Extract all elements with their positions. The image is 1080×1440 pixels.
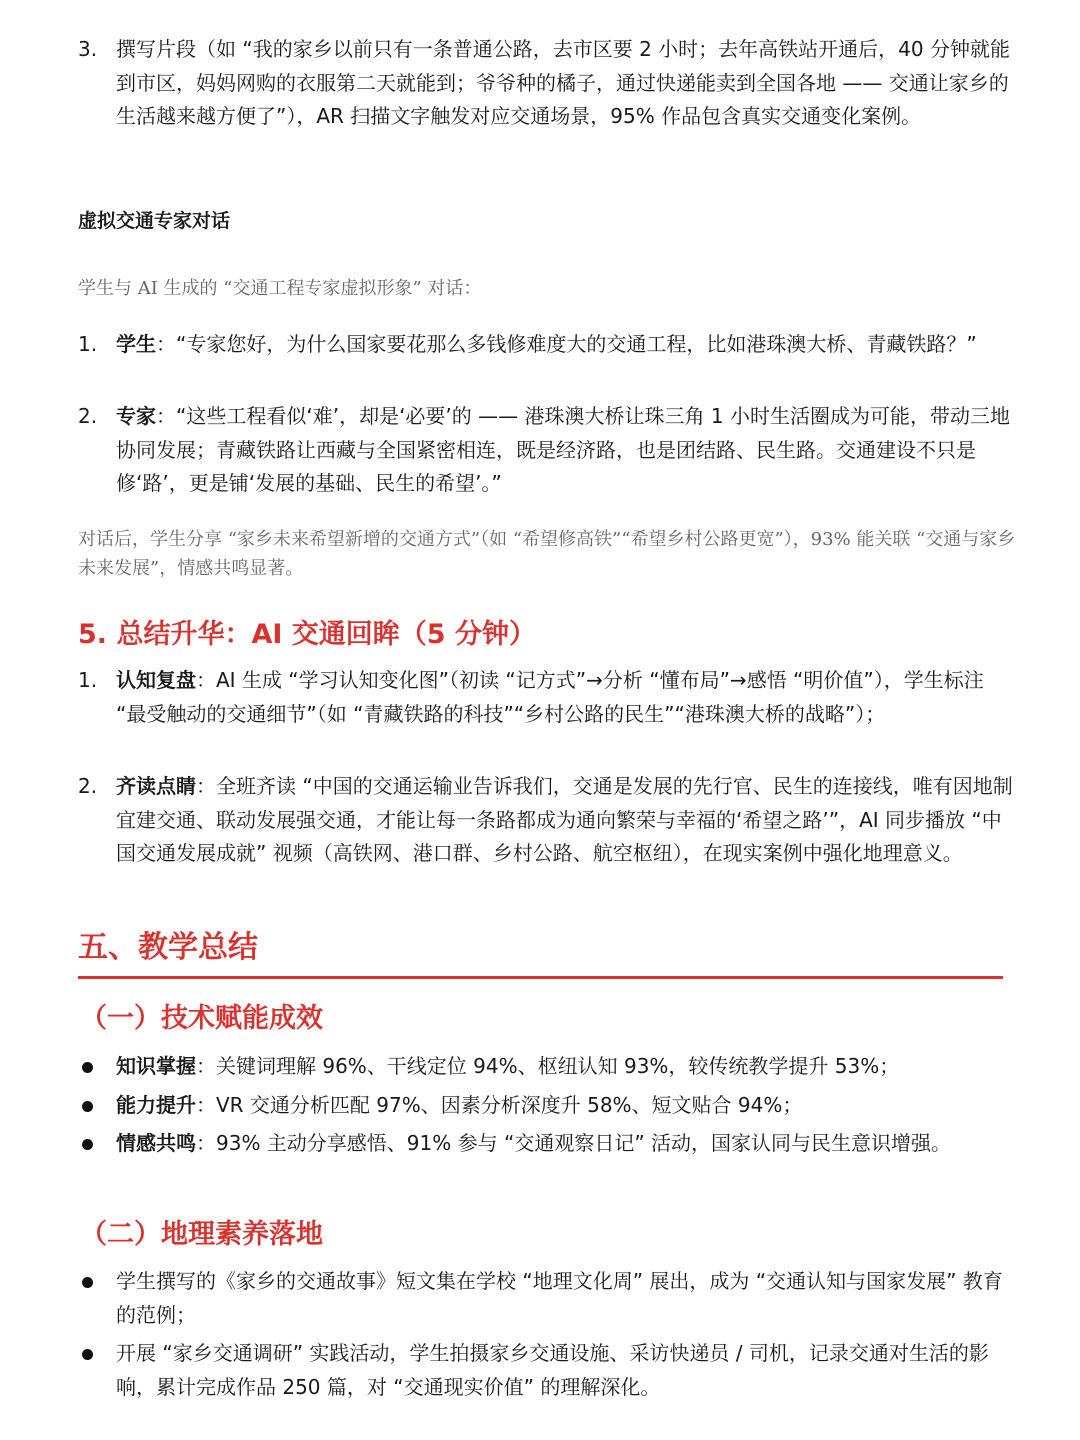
subsection2-heading: （二）地理素养落地	[80, 1219, 323, 1250]
list-item	[78, 664, 1018, 731]
list-text: 撰写片段（如 “我的家乡以前只有一条普通公路，去市区要 2 小时；去年高铁站开通后，40 分钟就能到市区，妈妈网购的衣服第二天就能到；爷爷种的橘子，通过快递能卖到全国各地 —— 交通让家乡的生活越来越方便了”），AR 扫描文字触发对应交通场景，95% 作品包含真实交通变化案例。	[116, 37, 1010, 128]
section5-heading: 5. 总结升华：AI 交通回眸（5 分钟）	[78, 619, 536, 650]
list-item	[78, 400, 1018, 501]
list-label: 情感共鸣	[116, 1131, 196, 1155]
list-number: 3.	[78, 37, 98, 61]
bullet-icon	[82, 1101, 93, 1112]
bullet-icon	[82, 1062, 93, 1073]
list-text: ：“这些工程看似‘难’，却是‘必要’的 —— 港珠澳大桥让珠三角 1 小时生活圈成为可能，带动三地协同发展；青藏铁路让西藏与全国紧密相连，既是经济路，也是团结路、民生路。交通建设不只是修‘路’，更是铺‘发展的基础、民生的希望’。”	[116, 404, 1010, 495]
list-item	[78, 1050, 1018, 1084]
list-label: 能力提升	[116, 1093, 196, 1117]
list-item	[78, 1089, 1018, 1123]
bullet-icon	[82, 1139, 93, 1150]
list-text: ：AI 生成 “学习认知变化图”（初读 “记方式”→分析 “懂布局”→感悟 “明价值”），学生标注 “最受触动的交通细节”（如 “青藏铁路的科技”“乡村公路的民生”“港珠澳大桥的战略”）；	[116, 668, 984, 726]
list-item	[78, 328, 1018, 362]
list-number: 1.	[78, 668, 98, 692]
list-text: ：关键词理解 96%、干线定位 94%、枢纽认知 93%，较传统教学提升 53%；	[196, 1054, 900, 1078]
section-divider	[78, 976, 1003, 979]
list-number: 1.	[78, 332, 98, 356]
list-text: ：VR 交通分析匹配 97%、因素分析深度升 58%、短文贴合 94%；	[196, 1093, 803, 1117]
virtual-expert-heading: 虚拟交通专家对话	[78, 210, 231, 232]
list-number: 2.	[78, 774, 98, 798]
list-label: 学生	[116, 332, 156, 356]
list-label: 齐读点睛	[116, 774, 196, 798]
section-five-heading: 五、教学总结	[78, 930, 258, 965]
subsection1-heading: （一）技术赋能成效	[80, 1003, 323, 1034]
virtual-expert-after: 对话后，学生分享 “家乡未来希望新增的交通方式”（如 “希望修高铁”“希望乡村公路更宽”），93% 能关联 “交通与家乡未来发展”，情感共鸣显著。	[78, 529, 1016, 579]
list-label: 认知复盘	[116, 668, 196, 692]
list-item	[78, 1337, 1018, 1404]
list-number: 2.	[78, 404, 98, 428]
list-text: ：全班齐读 “中国的交通运输业告诉我们，交通是发展的先行官、民生的连接线，唯有因地制宜建交通、联动发展强交通，才能让每一条路都成为通向繁荣与幸福的‘希望之路’”，AI 同步播放 “中国交通发展成就” 视频（高铁网、港口群、乡村公路、航空枢纽），在现实案例中强化地理意义。	[116, 774, 1013, 865]
virtual-expert-intro: 学生与 AI 生成的 “交通工程专家虚拟形象” 对话：	[78, 278, 482, 299]
list-item	[78, 1127, 1018, 1161]
list-item	[78, 770, 1018, 871]
list-text: ：93% 主动分享感悟、91% 参与 “交通观察日记” 活动，国家认同与民生意识增强。	[196, 1131, 952, 1155]
list-text: 开展 “家乡交通调研” 实践活动，学生拍摄家乡交通设施、采访快递员 / 司机，记录交通对生活的影响，累计完成作品 250 篇，对 “交通现实价值” 的理解深化。	[116, 1341, 989, 1399]
list-text: 学生撰写的《家乡的交通故事》短文集在学校 “地理文化周” 展出，成为 “交通认知与国家发展” 教育的范例；	[116, 1269, 1003, 1327]
bullet-icon	[82, 1349, 93, 1360]
bullet-icon	[82, 1277, 93, 1288]
list-item	[78, 33, 1018, 134]
list-text: ：“专家您好，为什么国家要花那么多钱修难度大的交通工程，比如港珠澳大桥、青藏铁路？”	[156, 332, 977, 356]
list-item	[78, 1265, 1018, 1332]
list-label: 知识掌握	[116, 1054, 196, 1078]
list-label: 专家	[116, 404, 156, 428]
